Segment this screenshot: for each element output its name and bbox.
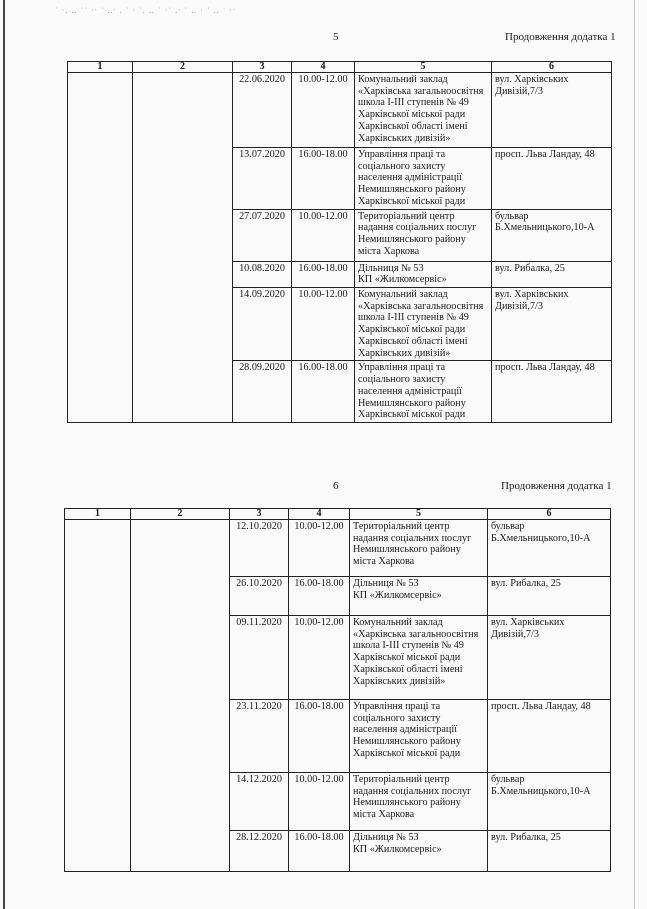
column-header: 1	[68, 62, 133, 73]
date-cell: 22.06.2020	[233, 73, 292, 148]
schedule-table-top	[67, 61, 612, 423]
time-cell: 16.00-18.00	[289, 831, 350, 872]
date-cell: 27.07.2020	[233, 209, 292, 261]
time-cell: 10.00-12.00	[292, 288, 355, 361]
place-cell: Управління праці та соціального захисту населення адміністрації Немишлянського району Харківської міської ради	[350, 700, 488, 773]
column-header: 2	[133, 62, 233, 73]
date-cell: 26.10.2020	[230, 577, 289, 616]
page-number-top: 5	[333, 31, 339, 43]
table-row	[68, 73, 612, 148]
address-cell: вул. Рибалка, 25	[488, 831, 611, 872]
column-header: 3	[230, 509, 289, 520]
time-cell: 16.00-18.00	[292, 261, 355, 287]
empty-cell	[131, 520, 230, 872]
place-cell: Комунальний заклад «Харківська загальноосвітня школа І-ІІІ ступенів № 49 Харківської міської ради Харківської області імені Харківських дивізій»	[355, 73, 492, 148]
date-cell: 13.07.2020	[233, 148, 292, 210]
column-header: 4	[289, 509, 350, 520]
place-cell: Територіальний центр надання соціальних послуг Немишлянського району міста Харкова	[355, 209, 492, 261]
page-right-edge	[634, 0, 635, 909]
address-cell: вул. Харківських Дивізій,7/3	[492, 288, 612, 361]
address-cell: просп. Льва Ландау, 48	[492, 148, 612, 210]
date-cell: 10.08.2020	[233, 261, 292, 287]
column-header: 3	[233, 62, 292, 73]
schedule-table-bottom	[64, 508, 611, 872]
column-header: 2	[131, 509, 230, 520]
place-cell: Територіальний центр надання соціальних послуг Немишлянського району міста Харкова	[350, 773, 488, 831]
scan-noise: ˙ ·. ‥ ˙˙ ·ˑ ˙ ..ˑ . ˙ · ˙. ‥ ˙ ·˙ .ˑ ˙ ‥ · ˙ .. ˙ ·ˑ	[55, 6, 237, 15]
address-cell: вул. Рибалка, 25	[488, 577, 611, 616]
time-cell: 10.00-12.00	[289, 520, 350, 577]
table-header-row	[65, 509, 611, 520]
table-header-row	[68, 62, 612, 73]
date-cell: 28.09.2020	[233, 361, 292, 423]
column-header: 5	[355, 62, 492, 73]
time-cell: 10.00-12.00	[292, 73, 355, 148]
date-cell: 14.12.2020	[230, 773, 289, 831]
time-cell: 10.00-12.00	[289, 616, 350, 700]
place-cell: Комунальний заклад «Харківська загальноосвітня школа І-ІІІ ступенів № 49 Харківської міської ради Харківської області імені Харківських дивізій»	[350, 616, 488, 700]
address-cell: просп. Льва Ландау, 48	[488, 700, 611, 773]
date-cell: 14.09.2020	[233, 288, 292, 361]
column-header: 1	[65, 509, 131, 520]
time-cell: 16.00-18.00	[292, 148, 355, 210]
empty-cell	[68, 73, 133, 423]
table-row	[65, 520, 611, 577]
time-cell: 16.00-18.00	[289, 700, 350, 773]
place-cell: Територіальний центр надання соціальних послуг Немишлянського району міста Харкова	[350, 520, 488, 577]
address-cell: бульвар Б.Хмельницького,10-А	[492, 209, 612, 261]
place-cell: Комунальний заклад «Харківська загальноосвітня школа І-ІІІ ступенів № 49 Харківської міської ради Харківської області імені Харківських дивізій»	[355, 288, 492, 361]
address-cell: бульвар Б.Хмельницького,10-А	[488, 520, 611, 577]
time-cell: 16.00-18.00	[289, 577, 350, 616]
column-header: 6	[492, 62, 612, 73]
continuation-label-top: Продовження додатка 1	[505, 31, 616, 43]
address-cell: бульвар Б.Хмельницького,10-А	[488, 773, 611, 831]
place-cell: Дільниця № 53 КП «Жилкомсервіс»	[350, 577, 488, 616]
address-cell: вул. Харківських Дивізій,7/3	[492, 73, 612, 148]
empty-cell	[133, 73, 233, 423]
date-cell: 09.11.2020	[230, 616, 289, 700]
place-cell: Управління праці та соціального захисту населення адміністрації Немишлянського району Харківської міської ради	[355, 361, 492, 423]
address-cell: просп. Льва Ландау, 48	[492, 361, 612, 423]
place-cell: Дільниця № 53 КП «Жилкомсервіс»	[350, 831, 488, 872]
time-cell: 16.00-18.00	[292, 361, 355, 423]
date-cell: 23.11.2020	[230, 700, 289, 773]
page-left-edge	[3, 0, 5, 909]
place-cell: Управління праці та соціального захисту населення адміністрації Немишлянського району Харківської міської ради	[355, 148, 492, 210]
time-cell: 10.00-12.00	[292, 209, 355, 261]
address-cell: вул. Рибалка, 25	[492, 261, 612, 287]
time-cell: 10.00-12.00	[289, 773, 350, 831]
column-header: 6	[488, 509, 611, 520]
date-cell: 28.12.2020	[230, 831, 289, 872]
column-header: 4	[292, 62, 355, 73]
empty-cell	[65, 520, 131, 872]
page-number-bottom: 6	[333, 480, 339, 492]
address-cell: вул. Харківських Дивізій,7/3	[488, 616, 611, 700]
place-cell: Дільниця № 53 КП «Жилкомсервіс»	[355, 261, 492, 287]
continuation-label-bottom: Продовження додатка 1	[501, 480, 612, 492]
date-cell: 12.10.2020	[230, 520, 289, 577]
column-header: 5	[350, 509, 488, 520]
